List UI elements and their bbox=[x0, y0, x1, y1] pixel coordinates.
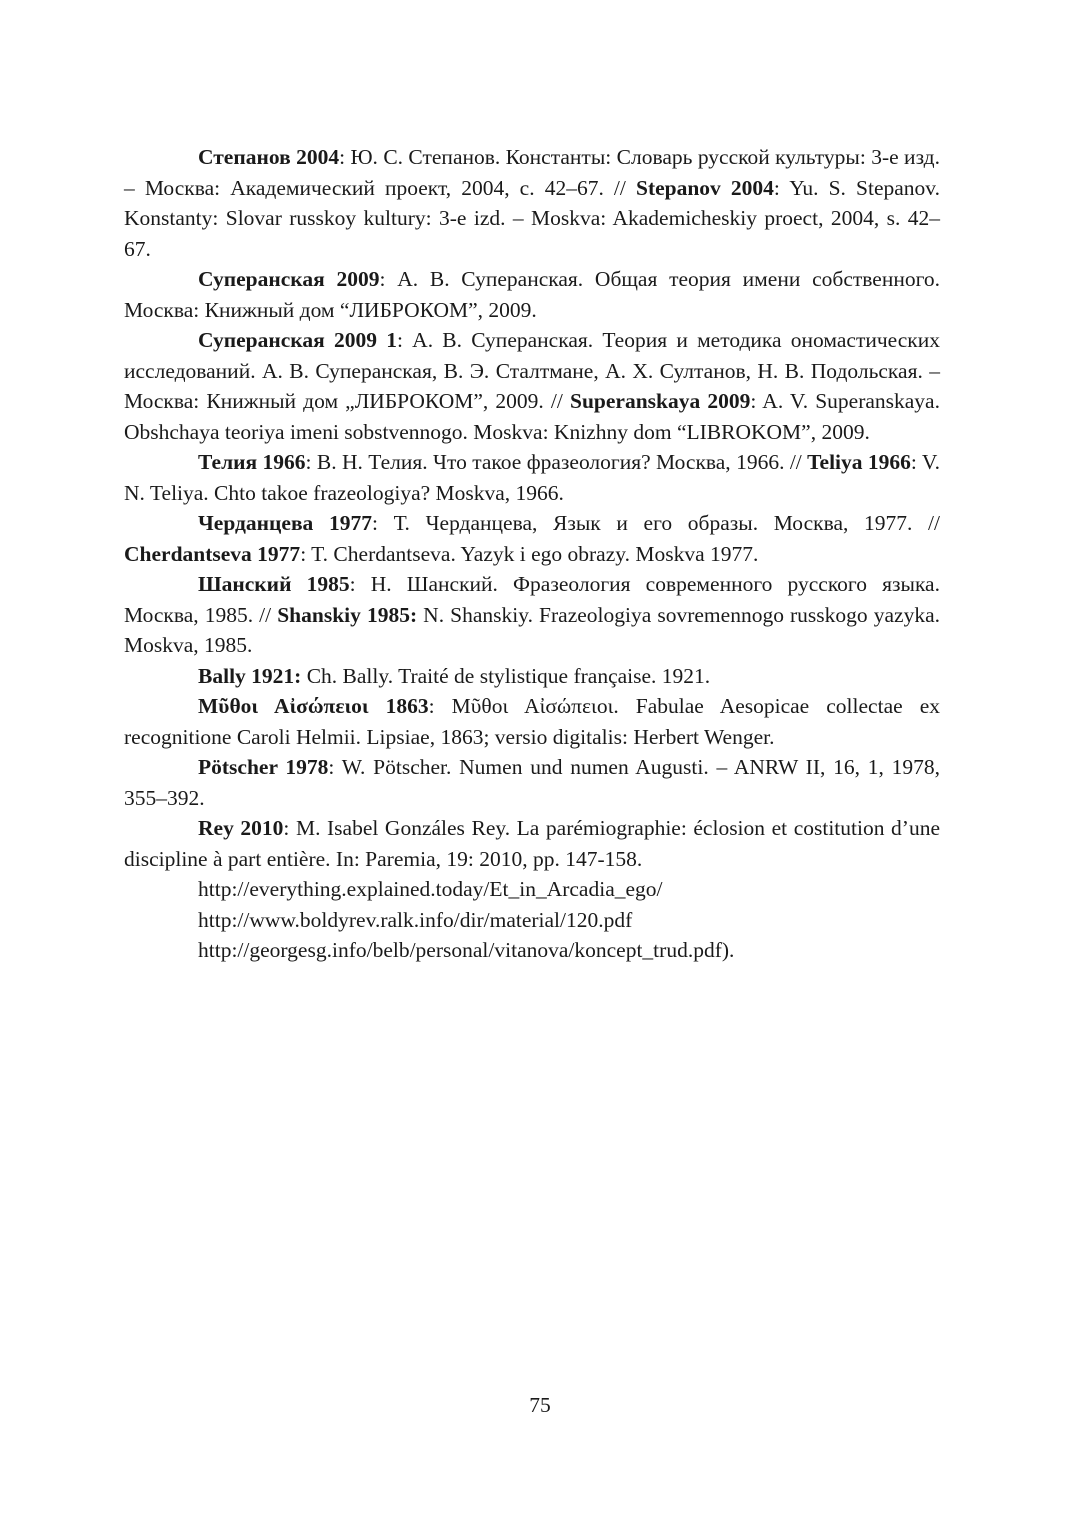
bib-text: : А. В. Суперанская. Теория и методика ономастических исследований. А. В. Суперанская, В. Э. Сталтмане, А. Х. Султанов, Н. В. Подольская. – Москва: Книжный дом „ЛИБРОКОМ”, 2009. // bbox=[124, 328, 940, 413]
bib-entry-poetscher-1978 bbox=[124, 752, 940, 813]
bib-key-translit: Stepanov 2004 bbox=[635, 175, 774, 200]
bib-text: : Ю. С. Степанов. Константы: Словарь русской культуры: 3-е изд. – Москва: Академический проект, 2004, с. 42–67. // bbox=[124, 145, 940, 200]
bib-entry-superanskaya-2009 bbox=[124, 264, 940, 325]
bib-key: Pötscher 1978 bbox=[198, 755, 329, 779]
bib-text-translit: : A. V. Superanskaya. Obshchaya teoriya imeni sobstvennogo. Moskva: Knizhny dom “LIBROKOM”, 2009. bbox=[124, 389, 940, 444]
bib-key: Μῦθοι Αἰσώπειοι 1863 bbox=[198, 694, 429, 718]
bib-text: : Т. Черданцева, Язык и его образы. Москва, 1977. // bbox=[371, 511, 940, 535]
bib-entry-cherdantseva-1977 bbox=[124, 508, 940, 569]
bib-text: : В. Н. Телия. Что такое фразеология? Москва, 1966. // bbox=[305, 450, 808, 474]
bib-key: Телия 1966 bbox=[198, 450, 306, 474]
web-link-boldyrev: http://www.boldyrev.ralk.info/dir/material/120.pdf bbox=[198, 907, 633, 932]
bib-entry-teliya-1966 bbox=[124, 447, 940, 508]
bib-key: Степанов 2004 bbox=[198, 145, 340, 169]
bib-key-translit: Shanskiy 1985: bbox=[277, 602, 418, 627]
bib-key-translit: Teliya 1966 bbox=[807, 450, 911, 474]
bib-text-translit: : Yu. S. Stepanov. Konstanty: Slovar russkoy kultury: 3-e izd. – Moskva: Akademicheskiy proect, 2004, s. 42–67. bbox=[124, 175, 941, 261]
bib-key: Суперанская 2009 bbox=[198, 267, 380, 291]
bib-text: : M. Isabel Gonzáles Rey. La parémiographie: éclosion et costitution d’une discipline à part entière. In: Paremia, 19: 2010, pp. 147-158. bbox=[124, 816, 940, 871]
bib-text: Ch. Bally. Traité de stylistique française. 1921. bbox=[301, 663, 711, 688]
bib-text-translit: : V. N. Teliya. Chto takoe frazeologiya? Moskva, 1966. bbox=[124, 450, 941, 505]
bib-entry-bally-1921 bbox=[124, 661, 940, 692]
bib-text: : А. В. Суперанская. Общая теория имени собственного. Москва: Книжный дом “ЛИБРОКОМ”, 2009. bbox=[124, 267, 940, 322]
page-number: 75 bbox=[529, 1393, 551, 1417]
bib-text-translit: : T. Cherdantseva. Yazyk i ego obrazy. Moskva 1977. bbox=[300, 541, 759, 566]
bib-text: : Н. Шанский. Фразеология современного русского языка. Москва, 1985. // bbox=[124, 572, 940, 627]
bib-text: : Μῦθοι Αἰσώπειοι. Fabulae Aesopicae collectae ex recognitione Caroli Helmii. Lipsiae, 1863; versio digitalis: Herbert Wenger. bbox=[124, 694, 940, 749]
bib-entry-mythoi-aisopeioi-1863 bbox=[124, 691, 940, 752]
bib-key: Шанский 1985 bbox=[198, 572, 350, 596]
web-link-georgesg: http://georgesg.info/belb/personal/vitanova/koncept_trud.pdf). bbox=[198, 938, 735, 962]
bib-entry-rey-2010 bbox=[124, 813, 940, 874]
bibliography-section bbox=[124, 142, 940, 966]
bib-entry-superanskaya-2009-1 bbox=[124, 325, 940, 447]
bib-key: Суперанская 2009 1 bbox=[198, 328, 397, 352]
web-link-arcadia: http://everything.explained.today/Et_in_Arcadia_ego/ bbox=[198, 877, 663, 901]
bib-entry-shanskiy-1985 bbox=[124, 569, 940, 661]
bib-key-translit: Cherdantseva 1977 bbox=[124, 541, 301, 566]
bib-text: : W. Pötscher. Numen und numen Augusti. – ANRW II, 16, 1, 1978, 355–392. bbox=[124, 755, 941, 810]
bib-text-translit: N. Shanskiy. Frazeologiya sovremennogo russkogo yazyka. Moskva, 1985. bbox=[124, 602, 940, 657]
bib-entry-stepanov-2004 bbox=[124, 142, 940, 264]
bib-key-translit: Superanskaya 2009 bbox=[570, 389, 751, 413]
bib-key: Черданцева 1977 bbox=[198, 511, 372, 535]
bib-key: Rey 2010 bbox=[198, 816, 284, 840]
bib-key: Bally 1921: bbox=[198, 663, 302, 688]
